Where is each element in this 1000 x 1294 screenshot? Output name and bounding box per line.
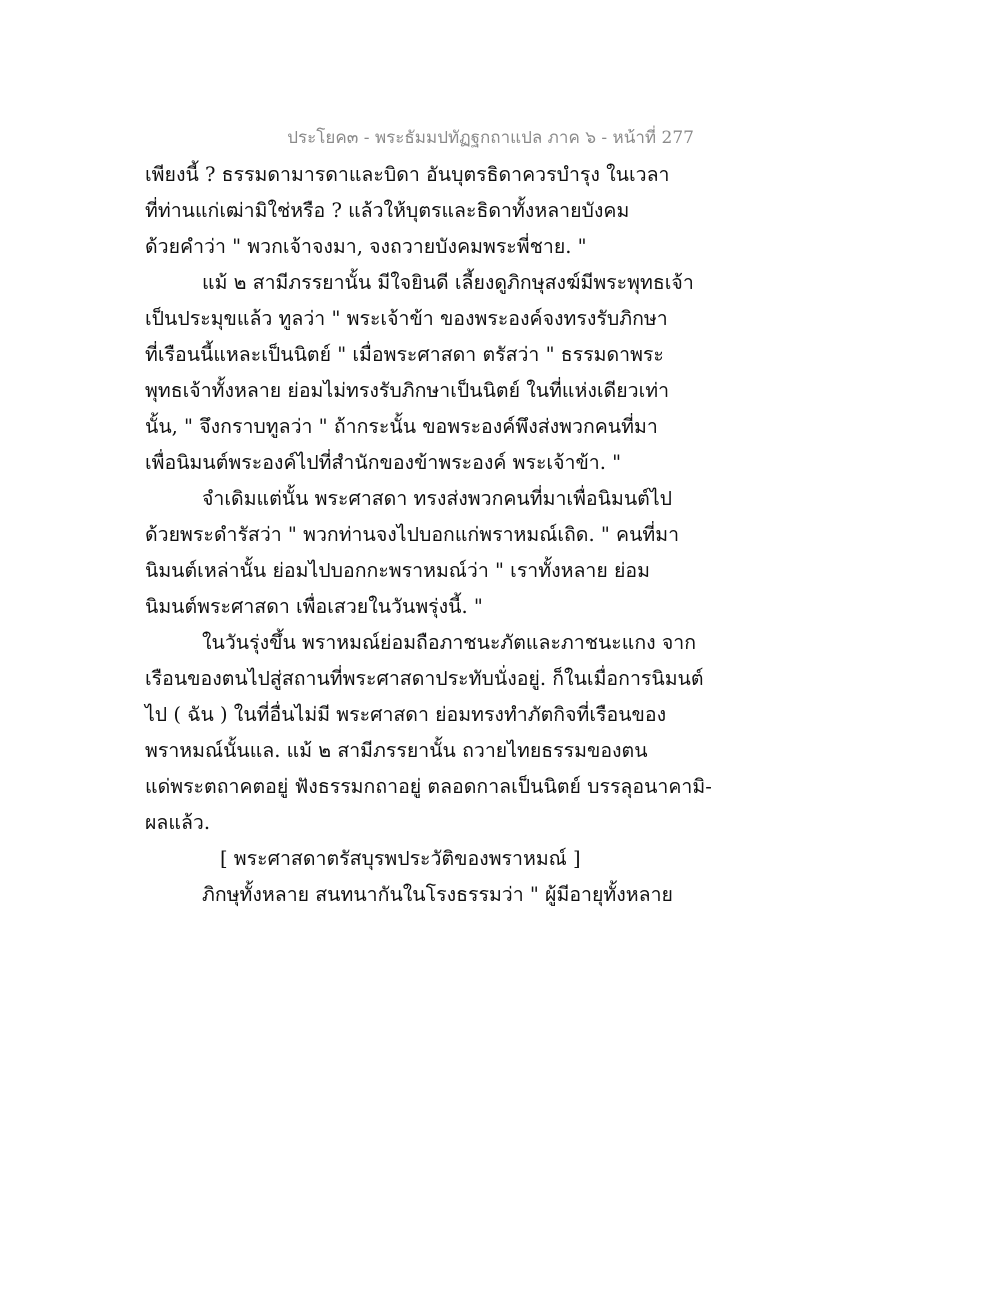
text-line: นิมนต์เหล่านั้น ย่อมไปบอกกะพราหมณ์ว่า " เราทั้งหลาย ย่อม (145, 559, 650, 582)
text-line: ที่เรือนนี้แหละเป็นนิตย์ " เมื่อพระศาสดา ตรัสว่า " ธรรมดาพระ (145, 343, 664, 366)
paragraph-start-line: จำเดิมแต่นั้น พระศาสดา ทรงส่งพวกคนที่มาเพื่อนิมนต์ไป (202, 487, 672, 510)
text-line: นั้น, " จึงกราบทูลว่า " ถ้ากระนั้น ขอพระองค์พึงส่งพวกคนที่มา (145, 415, 658, 438)
text-line: เรือนของตนไปสู่สถานที่พระศาสดาประทับนั่งอยู่. ก็ในเมื่อการนิมนต์ (145, 667, 704, 690)
text-line: พุทธเจ้าทั้งหลาย ย่อมไม่ทรงรับภิกษาเป็นนิตย์ ในที่แห่งเดียวเท่า (145, 379, 670, 402)
text-line: แด่พระตถาคตอยู่ ฟังธรรมกถาอยู่ ตลอดกาลเป็นนิตย์ บรรลุอนาคามิ- (145, 775, 712, 798)
paragraph-start-line: ในวันรุ่งขึ้น พราหมณ์ย่อมถือภาชนะภัตและภาชนะแกง จาก (202, 631, 697, 654)
paragraph-start-line: แม้ ๒ สามีภรรยานั้น มีใจยินดี เลี้ยงดูภิกษุสงฆ์มีพระพุทธเจ้า (202, 271, 694, 294)
text-line: ผลแล้ว. (145, 811, 211, 834)
text-line: พราหมณ์นั้นแล. แม้ ๒ สามีภรรยานั้น ถวายไทยธรรมของตน (145, 739, 648, 762)
text-line: ไป ( ฉัน ) ในที่อื่นไม่มี พระศาสดา ย่อมทรงทำภัตกิจที่เรือนของ (145, 703, 667, 726)
page-body (145, 157, 712, 913)
text-line: นิมนต์พระศาสดา เพื่อเสวยในวันพรุ่งนี้. " (145, 595, 483, 618)
section-heading: [ พระศาสดาตรัสบุรพประวัติของพราหมณ์ ] (220, 847, 581, 870)
text-line: เพียงนี้ ? ธรรมดามารดาและบิดา อันบุตรธิดาควรบำรุง ในเวลา (145, 163, 670, 186)
text-line: เป็นประมุขแล้ว ทูลว่า " พระเจ้าข้า ของพระองค์จงทรงรับภิกษา (145, 307, 668, 330)
text-line: ที่ท่านแก่เฒ่ามิใช่หรือ ? แล้วให้บุตรและธิดาทั้งหลายบังคม (145, 199, 630, 222)
text-line: เพื่อนิมนต์พระองค์ไปที่สำนักของข้าพระองค์ พระเจ้าข้า. " (145, 451, 622, 474)
text-line: ด้วยคำว่า " พวกเจ้าจงมา, จงถวายบังคมพระพี่ชาย. " (145, 235, 587, 258)
text-line: ด้วยพระดำรัสว่า " พวกท่านจงไปบอกแก่พราหมณ์เถิด. " คนที่มา (145, 523, 680, 546)
running-head: ประโยค๓ - พระธัมมปทัฏฐกถาแปล ภาค ๖ - หน้าที่ 277 (287, 128, 694, 148)
paragraph-start-line: ภิกษุทั้งหลาย สนทนากันในโรงธรรมว่า " ผู้มีอายุทั้งหลาย (202, 883, 673, 906)
